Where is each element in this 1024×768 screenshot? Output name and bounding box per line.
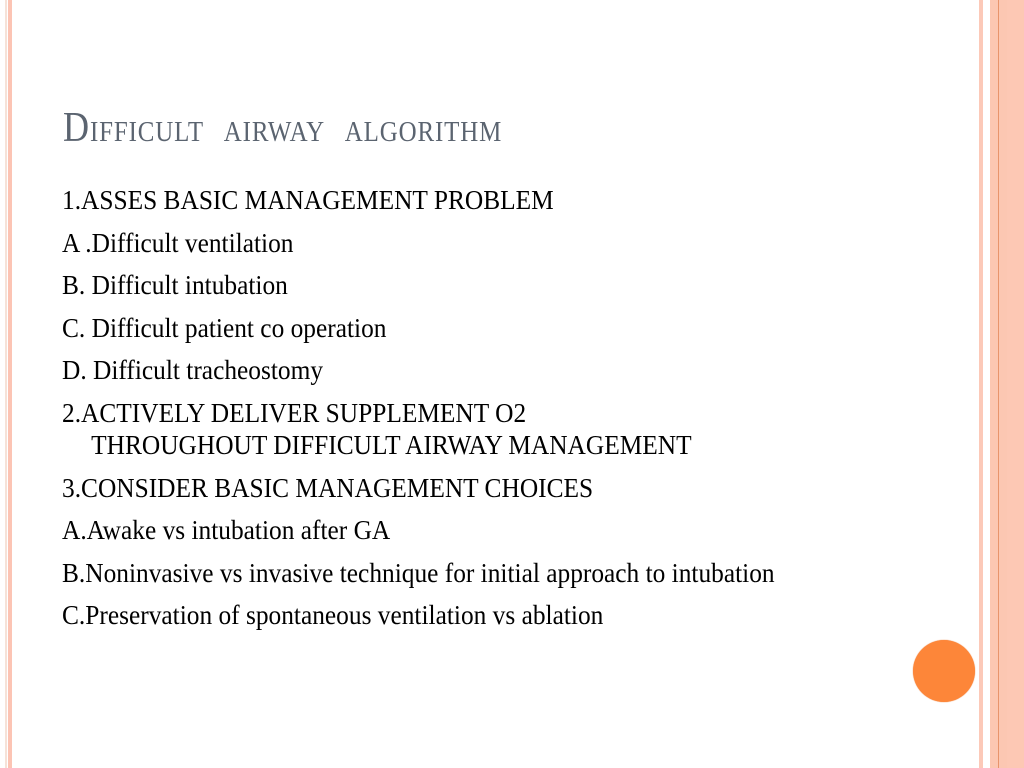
right-border-gap <box>983 0 990 768</box>
list-item: B.Noninvasive vs invasive technique for initial approach to intubation <box>62 557 775 588</box>
slide-body <box>62 184 870 642</box>
list-item: B. Difficult intubation <box>62 270 288 301</box>
list-item: A.Awake vs intubation after GA <box>62 515 391 546</box>
list-item: 2.ACTIVELY DELIVER SUPPLEMENT O2 THROUGHOUT DIFFICULT AIRWAY MANAGEMENT <box>62 397 692 460</box>
list-item: 3.CONSIDER BASIC MANAGEMENT CHOICES <box>62 472 594 503</box>
list-item: D. Difficult tracheostomy <box>62 355 324 386</box>
list-item: 1.ASSES BASIC MANAGEMENT PROBLEM <box>62 185 554 215</box>
list-item: A .Difficult ventilation <box>62 227 294 258</box>
right-border-line <box>998 0 999 768</box>
left-border-stripe-thin <box>5 0 7 768</box>
orange-circle-decoration <box>913 640 975 702</box>
list-item: C.Preservation of spontaneous ventilation vs ablation <box>62 600 604 631</box>
right-border-outer <box>1007 0 1024 768</box>
left-border-stripe <box>8 0 12 768</box>
list-item: C. Difficult patient co operation <box>62 312 387 343</box>
slide-title: Difficult airway algorithm <box>63 105 503 151</box>
